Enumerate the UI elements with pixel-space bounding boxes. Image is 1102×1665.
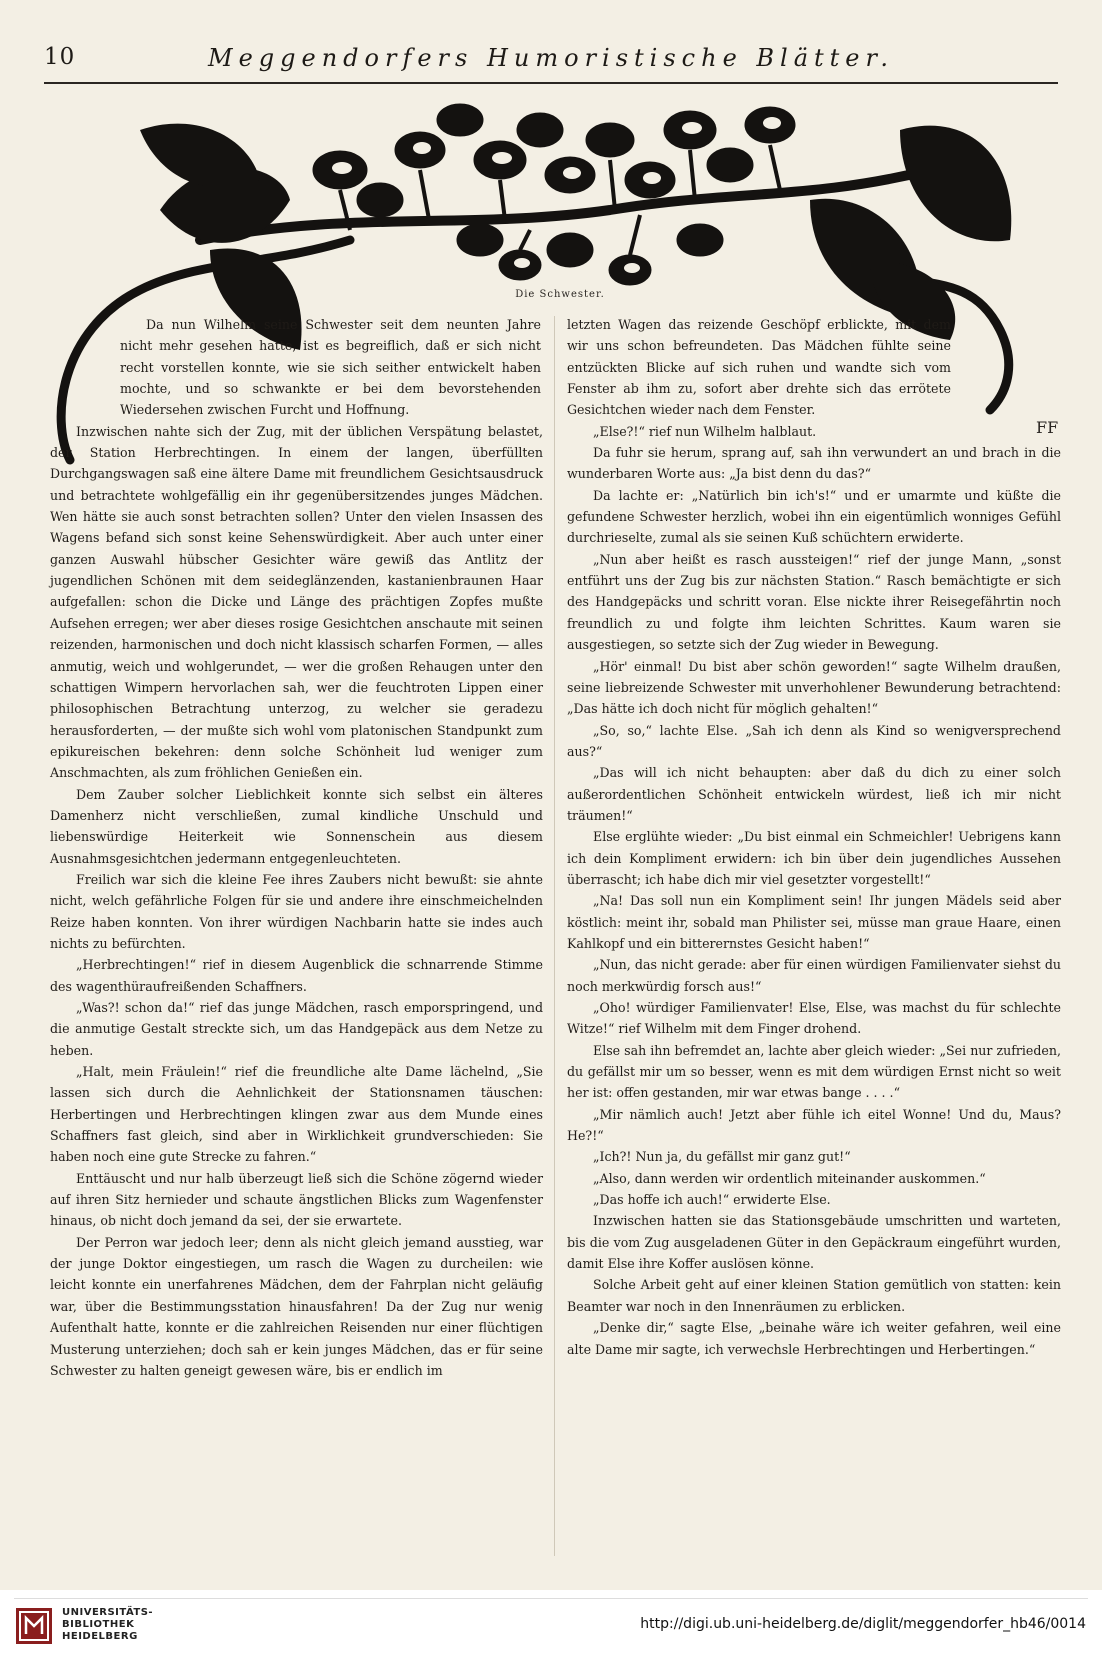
library-footer [0,1590,1102,1665]
right-text-column [567,314,1061,1360]
footer-rule [14,1598,1088,1599]
paragraph: Freilich war sich die kleine Fee ihres Zaubers nicht bewußt: sie ahnte nicht, welch gefährliche Folgen für sie und andere ihre einschmeichelnden Reize haben konnten. Von ihrer würdigen Nachbarin hatte sie indes auch nichts zu befürchten. [50,871,543,951]
paragraph: Dem Zauber solcher Lieblichkeit konnte sich selbst ein älteres Damenherz nicht verschließen, zumal kindliche Unschuld und liebenswürdige Heiterkeit wie Sonnenschein aus diesem Ausnahmsgesichtchen jedermann entgegenleuchteten. [50,786,543,866]
page-header [44,44,1058,76]
journal-title: Meggendorfers Humoristische Blätter. [208,44,894,72]
paragraph: „Herbrechtingen!“ rief in diesem Augenblick die schnarrende Stimme des wagenthüraufreißenden Schaffners. [50,957,543,994]
paragraph: Inzwischen hatten sie das Stationsgebäude umschritten und warteten, bis die vom Zug ausgeladenen Güter in den Gepäckraum eingeführt wurden, damit Else ihre Koffer auslösen könne. [567,1213,1061,1272]
page-number: 10 [44,44,76,70]
paragraph: „Nun aber heißt es rasch aussteigen!“ rief der junge Mann, „sonst entführt uns der Zug bis zur nächsten Station.“ Rasch bemächtigte er sich des Handgepäcks und schritt voran. Else nickte ihrer Reisegefährtin noch freundlich zu und folgte ihm leichten Schrittes. Kaum waren sie ausgestiegen, so setzte sich der Zug wieder in Bewegung. [567,551,1061,653]
university-logo-icon [14,1604,54,1648]
paragraph: Enttäuscht und nur halb überzeugt ließ sich die Schöne zögernd wieder auf ihren Sitz hernieder und schaute ängstlichen Blicks zum Wagenfenster hinaus, ob nicht doch jemand da sei, der sie erwartete. [50,1170,543,1229]
library-name-line: BIBLIOTHEK [62,1619,135,1630]
paragraph: Else sah ihn befremdet an, lachte aber gleich wieder: „Sei nur zufrieden, du gefällst mir um so besser, wenn es mit dem würdigen Ernst nicht so weit her ist: offen gestanden, mir war etwas bange . . . .“ [567,1042,1061,1101]
paragraph: Da lachte er: „Natürlich bin ich's!“ und er umarmte und küßte die gefundene Schwester herzlich, wobei ihn ein eigentümlich wonniges Gefühl durchrieselte, zumal als sie seinen Kuß schüchtern erwiderte. [567,487,1061,546]
library-name-line: UNIVERSITÄTS- [62,1607,154,1618]
library-name-line: HEIDELBERG [62,1631,138,1642]
paragraph: „Ich?! Nun ja, du gefällst mir ganz gut!“ [593,1149,851,1165]
paragraph: „So, so,“ lachte Else. „Sah ich denn als Kind so wenigversprechend aus?“ [567,722,1061,759]
paragraph: „Hör' einmal! Du bist aber schön geworden!“ sagte Wilhelm draußen, seine liebreizende Schwester mit unverhohlener Bewunderung betrachtend: „Das hätte ich doch nicht für möglich gehalten!“ [567,658,1061,717]
source-url-link[interactable]: http://digi.ub.uni-heidelberg.de/diglit/meggendorfer_hb46/0014 [640,1616,1086,1632]
paragraph: „Na! Das soll nun ein Kompliment sein! Ihr jungen Mädels seid aber köstlich: meint ihr, sobald man Philister sei, müsse man graue Haare, einen Kahlkopf und ein bitterernstes Gesicht haben!“ [567,893,1061,951]
illustration-caption: Die Schwester. [515,289,605,300]
paragraph: „Also, dann werden wir ordentlich miteinander auskommen.“ [593,1170,986,1186]
left-text-column [50,314,543,1381]
column-divider [554,316,555,1556]
paragraph: letzten Wagen das reizende Geschöpf erblickte, mit dem wir uns schon befreundeten. Das Mädchen fühlte seine entzückten Blicke auf sich ruhen und wandte sich vom Fenster ab ihm zu, sofort aber drehte sich das errötete Gesichtchen wieder nach dem Fenster. [567,317,951,418]
paragraph: Da nun Wilhelm seine Schwester seit dem neunten Jahre nicht mehr gesehen hatte, ist es begreiflich, daß er sich nicht recht vorstellen konnte, wie sie sich seither entwickelt haben mochte, und so schwankte er bei dem bevorstehenden Wiedersehen zwischen Furcht und Hoffnung. [120,317,541,418]
paragraph: „Das hoffe ich auch!“ erwiderte Else. [593,1192,831,1208]
paragraph: „Mir nämlich auch! Jetzt aber fühle ich eitel Wonne! Und du, Maus? He?!“ [567,1106,1061,1144]
paragraph: Da fuhr sie herum, sprang auf, sah ihn verwundert an und brach in die wunderbaren Worte aus: „Ja bist denn du das?“ [567,445,1061,482]
paragraph: Else erglühte wieder: „Du bist einmal ein Schmeichler! Uebrigens kann ich dein Kompliment erwidern: ich bin über dein jugendliches Aussehen überrascht; ich habe dich mir viel gesetzter vorgestellt!“ [567,829,1061,887]
paragraph: „Was?! schon da!“ rief das junge Mädchen, rasch emporspringend, und die anmutige Gestalt streckte sich, um das Handgepäck aus dem Netze zu heben. [50,1000,543,1058]
paragraph: „Oho! würdiger Familienvater! Else, Else, was machst du für schlechte Witze!“ rief Wilhelm mit dem Finger drohend. [567,1000,1061,1037]
library-name [62,1607,153,1643]
paragraph: Der Perron war jedoch leer; denn als nicht gleich jemand ausstieg, war der junge Doktor eingestiegen, um rasch die Wagen zu durcheilen: wie leicht konnte ein unerfahrenes Mädchen, dem der Fahrplan nicht geläufig war, über die Bestimmungsstation hinausfahren! Da der Zug nur wenig Aufenthalt hatte, konnte er die zahlreichen Reisenden nur einer flüchtigen Musterung unterziehen; doch sah er kein junges Mädchen, das er für seine Schwester zu halten geneigt gewesen wäre, bis er endlich im [50,1234,543,1378]
paragraph: „Denke dir,“ sagte Else, „beinahe wäre ich weiter gefahren, weil eine alte Dame mir sagte, ich verwechsle Herbrechtingen und Herbertingen.“ [567,1320,1061,1357]
paragraph: Solche Arbeit geht auf einer kleinen Station gemütlich von statten: kein Beamter war noch in den Innenräumen zu erblicken. [567,1277,1061,1314]
paragraph: Inzwischen nahte sich der Zug, mit der üblichen Verspätung belastet, der Station Herbrechtingen. In einem der langen, überfüllten Durchgangswagen saß eine ältere Dame mit freundlichem Gesichtsausdruck und betrachtete wohlgefällig ein ihr gegenübersitzendes junges Mädchen. Wen hätte sie auch sonst betrachten sollen? Unter den vielen Insassen des Wagens befand sich sonst keine Sehenswürdigkeit. Aber auch unter einer ganzen Auswahl hübscher Gesichter wäre gewiß das Antlitz der jugendlichen Schönen mit dem seideglänzenden, kastanienbraunen Haar aufgefallen: schon die Dicke und Länge des prächtigen Zopfes mußte Aufsehen erregen; wer aber dieses rosige Gesichtchen anschaute mit seinen reizenden, harmonischen und doch nicht klassisch scharfen Formen, — alles anmutig, weich und wohlgerundet, — wer die großen Rehaugen unter den schattigen Wimpern hervorlachen sah, wer die feuchtroten Lippen einer philosophischen Betrachtung unterzog, zu welcher sie geradezu herausforderten, — der mußte sich wohl vom platonischen Standpunkt zum epikureischen bekehren: denn solche Schönheit lud weniger zum Anschmachten, als zum fröhlichen Genießen ein. [50,423,543,781]
artist-monogram: FF [1036,418,1059,437]
header-rule [44,82,1058,84]
paragraph: „Halt, mein Fräulein!“ rief die freundliche alte Dame lächelnd, „Sie lassen sich durch die Aehnlichkeit der Stationsnamen täuschen: Herbertingen und Herbrechtingen klingen zwar aus dem Munde eines Schaffners fast gleich, sind aber in Wirklichkeit grundverschieden: Sie haben noch eine gute Strecke zu fahren.“ [50,1064,543,1165]
paragraph: „Nun, das nicht gerade: aber für einen würdigen Familienvater siehst du noch merkwürdig forsch aus!“ [567,957,1061,994]
paragraph: „Das will ich nicht behaupten: aber daß du dich zu einer solch außerordentlichen Schönheit entwickeln würdest, ließ ich mir nicht träumen!“ [567,765,1061,823]
paragraph: „Else?!“ rief nun Wilhelm halblaut. [593,423,817,439]
